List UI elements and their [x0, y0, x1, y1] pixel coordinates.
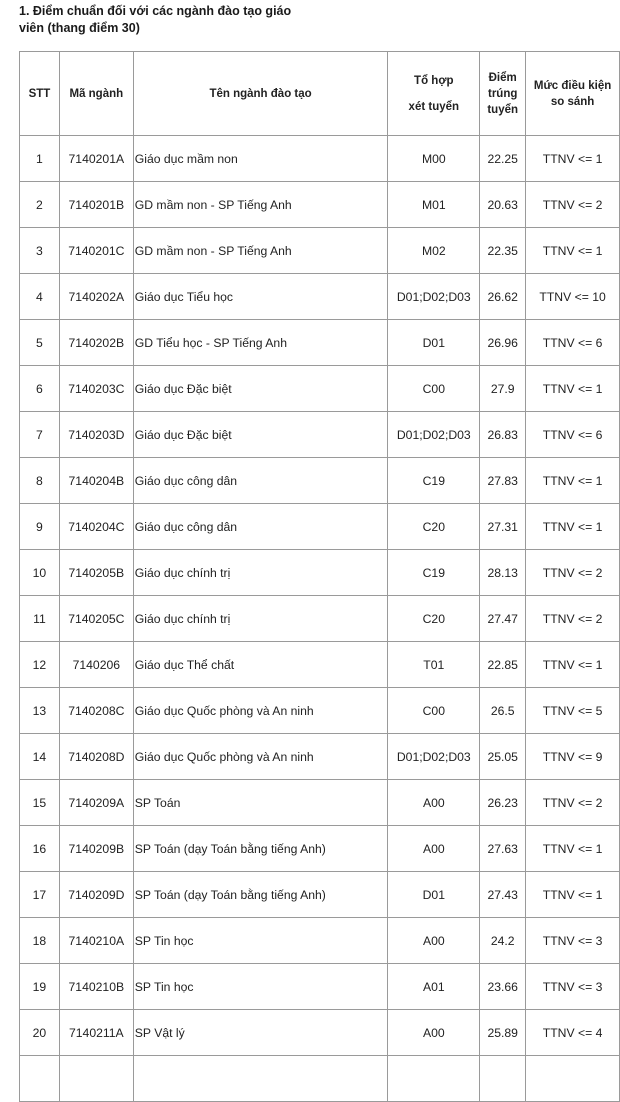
cell-stt: 11 — [20, 596, 60, 642]
cell-ma-nganh: 7140206 — [59, 642, 133, 688]
cell-ten-nganh: SP Tin học — [133, 918, 388, 964]
table-row — [20, 136, 620, 182]
table-row — [20, 1010, 620, 1056]
cell-stt: 19 — [20, 964, 60, 1010]
cell-ten-nganh: Giáo dục chính trị — [133, 550, 388, 596]
cell-ten-nganh: Giáo dục Tiểu học — [133, 274, 388, 320]
table-row — [20, 182, 620, 228]
cell-ma-nganh: 7140201C — [59, 228, 133, 274]
cell-to-hop: A00 — [388, 826, 480, 872]
cell-stt: 12 — [20, 642, 60, 688]
cell-stt: 15 — [20, 780, 60, 826]
cell-ten-nganh: SP Tin học — [133, 964, 388, 1010]
cell-diem: 25.89 — [480, 1010, 526, 1056]
cell-dieu-kien: TTNV <= 1 — [526, 642, 620, 688]
cell-diem: 22.25 — [480, 136, 526, 182]
cell-to-hop: T01 — [388, 642, 480, 688]
header-diem-line: tuyển — [487, 103, 519, 116]
cell-diem: 24.2 — [480, 918, 526, 964]
cell-ten-nganh: GD Tiểu học - SP Tiếng Anh — [133, 320, 388, 366]
cell-stt: 13 — [20, 688, 60, 734]
cell-ten-nganh: Giáo dục Đặc biệt — [133, 366, 388, 412]
cell-dieu-kien: TTNV <= 9 — [526, 734, 620, 780]
cell-to-hop: M02 — [388, 228, 480, 274]
cell-to-hop — [388, 1056, 480, 1102]
header-diem-line: trúng — [487, 87, 518, 100]
cell-to-hop: C00 — [388, 366, 480, 412]
cell-ma-nganh: 7140201B — [59, 182, 133, 228]
table-body — [20, 136, 620, 1102]
cell-dieu-kien: TTNV <= 1 — [526, 136, 620, 182]
table-row — [20, 458, 620, 504]
cell-ten-nganh: GD mầm non - SP Tiếng Anh — [133, 182, 388, 228]
table-row — [20, 918, 620, 964]
cell-to-hop: D01 — [388, 320, 480, 366]
header-muc-dieu-kien-line: so sánh — [550, 95, 595, 108]
cell-stt: 9 — [20, 504, 60, 550]
header-diem-line: Điểm — [488, 71, 517, 84]
cell-ten-nganh: SP Toán (dạy Toán bằng tiếng Anh) — [133, 826, 388, 872]
cell-ten-nganh: Giáo dục Đặc biệt — [133, 412, 388, 458]
cell-diem: 26.62 — [480, 274, 526, 320]
header-to-hop — [388, 52, 480, 136]
cell-diem: 26.96 — [480, 320, 526, 366]
cell-diem: 27.83 — [480, 458, 526, 504]
cell-diem: 23.66 — [480, 964, 526, 1010]
cell-ten-nganh: Giáo dục công dân — [133, 504, 388, 550]
cell-diem: 20.63 — [480, 182, 526, 228]
cell-ten-nganh: Giáo dục Quốc phòng và An ninh — [133, 688, 388, 734]
cell-dieu-kien: TTNV <= 2 — [526, 550, 620, 596]
table-row — [20, 550, 620, 596]
cell-ten-nganh: Giáo dục Thể chất — [133, 642, 388, 688]
header-muc-dieu-kien-line: Mức điều kiện — [533, 79, 612, 92]
cell-ma-nganh: 7140204B — [59, 458, 133, 504]
cell-dieu-kien: TTNV <= 3 — [526, 918, 620, 964]
table-row — [20, 274, 620, 320]
cell-dieu-kien: TTNV <= 6 — [526, 320, 620, 366]
cell-to-hop: D01;D02;D03 — [388, 734, 480, 780]
table-header-row — [20, 52, 620, 136]
cell-dieu-kien: TTNV <= 1 — [526, 504, 620, 550]
cell-dieu-kien: TTNV <= 2 — [526, 780, 620, 826]
cell-stt: 2 — [20, 182, 60, 228]
cell-ten-nganh: Giáo dục chính trị — [133, 596, 388, 642]
cell-ma-nganh: 7140202A — [59, 274, 133, 320]
cell-dieu-kien: TTNV <= 2 — [526, 596, 620, 642]
cell-to-hop: A00 — [388, 918, 480, 964]
header-muc-dieu-kien — [526, 52, 620, 136]
cell-stt: 18 — [20, 918, 60, 964]
cell-diem: 27.63 — [480, 826, 526, 872]
cell-dieu-kien: TTNV <= 1 — [526, 228, 620, 274]
table-row — [20, 826, 620, 872]
cell-dieu-kien: TTNV <= 1 — [526, 458, 620, 504]
table-row — [20, 320, 620, 366]
cell-stt — [20, 1056, 60, 1102]
cell-diem — [480, 1056, 526, 1102]
header-ma-nganh: Mã ngành — [59, 52, 133, 136]
cell-stt: 5 — [20, 320, 60, 366]
cell-to-hop: C20 — [388, 504, 480, 550]
cell-ma-nganh: 7140205B — [59, 550, 133, 596]
cell-stt: 3 — [20, 228, 60, 274]
cell-diem: 25.05 — [480, 734, 526, 780]
header-ten-nganh: Tên ngành đào tạo — [133, 52, 388, 136]
cell-dieu-kien: TTNV <= 10 — [526, 274, 620, 320]
header-stt: STT — [20, 52, 60, 136]
table-row — [20, 964, 620, 1010]
cell-diem: 28.13 — [480, 550, 526, 596]
cell-ma-nganh: 7140208C — [59, 688, 133, 734]
cell-dieu-kien: TTNV <= 4 — [526, 1010, 620, 1056]
cell-to-hop: C19 — [388, 458, 480, 504]
cell-to-hop: D01;D02;D03 — [388, 274, 480, 320]
cell-ma-nganh: 7140203D — [59, 412, 133, 458]
cell-diem: 22.85 — [480, 642, 526, 688]
table-row — [20, 780, 620, 826]
cell-to-hop: D01;D02;D03 — [388, 412, 480, 458]
cell-to-hop: A00 — [388, 1010, 480, 1056]
cell-diem: 26.5 — [480, 688, 526, 734]
cell-to-hop: C00 — [388, 688, 480, 734]
cell-ma-nganh: 7140209B — [59, 826, 133, 872]
table-row — [20, 596, 620, 642]
cell-ma-nganh: 7140205C — [59, 596, 133, 642]
cell-ten-nganh — [133, 1056, 388, 1102]
cell-dieu-kien — [526, 1056, 620, 1102]
cell-stt: 17 — [20, 872, 60, 918]
cell-ma-nganh — [59, 1056, 133, 1102]
cell-ten-nganh: Giáo dục mầm non — [133, 136, 388, 182]
table-row — [20, 688, 620, 734]
table-row — [20, 366, 620, 412]
cell-stt: 6 — [20, 366, 60, 412]
cell-ma-nganh: 7140209A — [59, 780, 133, 826]
cell-stt: 16 — [20, 826, 60, 872]
cell-dieu-kien: TTNV <= 2 — [526, 182, 620, 228]
cell-ma-nganh: 7140204C — [59, 504, 133, 550]
cell-dieu-kien: TTNV <= 3 — [526, 964, 620, 1010]
cell-stt: 10 — [20, 550, 60, 596]
table-row — [20, 412, 620, 458]
cell-diem: 26.83 — [480, 412, 526, 458]
cell-to-hop: M00 — [388, 136, 480, 182]
section-heading — [19, 3, 309, 37]
header-to-hop-line: xét tuyển — [408, 100, 460, 113]
cell-diem: 27.9 — [480, 366, 526, 412]
cell-ma-nganh: 7140209D — [59, 872, 133, 918]
cell-diem: 27.43 — [480, 872, 526, 918]
cell-diem: 22.35 — [480, 228, 526, 274]
cell-stt: 14 — [20, 734, 60, 780]
admission-scores-table — [19, 51, 620, 1102]
cell-diem: 27.47 — [480, 596, 526, 642]
cell-to-hop: A01 — [388, 964, 480, 1010]
cell-stt: 1 — [20, 136, 60, 182]
cell-stt: 4 — [20, 274, 60, 320]
cell-ten-nganh: SP Toán (dạy Toán bằng tiếng Anh) — [133, 872, 388, 918]
cell-ma-nganh: 7140203C — [59, 366, 133, 412]
cell-stt: 7 — [20, 412, 60, 458]
cell-ten-nganh: Giáo dục công dân — [133, 458, 388, 504]
cell-ten-nganh: SP Vật lý — [133, 1010, 388, 1056]
header-to-hop-line: Tổ hợp — [414, 74, 454, 87]
cell-to-hop: M01 — [388, 182, 480, 228]
cell-stt: 8 — [20, 458, 60, 504]
table-row — [20, 228, 620, 274]
cell-dieu-kien: TTNV <= 6 — [526, 412, 620, 458]
cell-ma-nganh: 7140210B — [59, 964, 133, 1010]
table-row — [20, 872, 620, 918]
cell-ma-nganh: 7140208D — [59, 734, 133, 780]
cell-ma-nganh: 7140201A — [59, 136, 133, 182]
cell-to-hop: D01 — [388, 872, 480, 918]
section-heading-line2: viên (thang điểm 30) — [19, 21, 140, 35]
cell-to-hop: C20 — [388, 596, 480, 642]
cell-to-hop: A00 — [388, 780, 480, 826]
table-row — [20, 504, 620, 550]
table-row — [20, 642, 620, 688]
header-diem — [480, 52, 526, 136]
cell-ma-nganh: 7140210A — [59, 918, 133, 964]
cell-ten-nganh: Giáo dục Quốc phòng và An ninh — [133, 734, 388, 780]
cell-dieu-kien: TTNV <= 5 — [526, 688, 620, 734]
section-heading-line1: 1. Điểm chuẩn đối với các ngành đào tạo giáo — [19, 4, 292, 18]
cell-stt: 20 — [20, 1010, 60, 1056]
cell-to-hop: C19 — [388, 550, 480, 596]
table-row — [20, 734, 620, 780]
cell-diem: 26.23 — [480, 780, 526, 826]
cell-ten-nganh: GD mầm non - SP Tiếng Anh — [133, 228, 388, 274]
cell-ten-nganh: SP Toán — [133, 780, 388, 826]
cell-ma-nganh: 7140202B — [59, 320, 133, 366]
cell-diem: 27.31 — [480, 504, 526, 550]
table-row — [20, 1056, 620, 1102]
cell-dieu-kien: TTNV <= 1 — [526, 826, 620, 872]
cell-ma-nganh: 7140211A — [59, 1010, 133, 1056]
cell-dieu-kien: TTNV <= 1 — [526, 872, 620, 918]
cell-dieu-kien: TTNV <= 1 — [526, 366, 620, 412]
